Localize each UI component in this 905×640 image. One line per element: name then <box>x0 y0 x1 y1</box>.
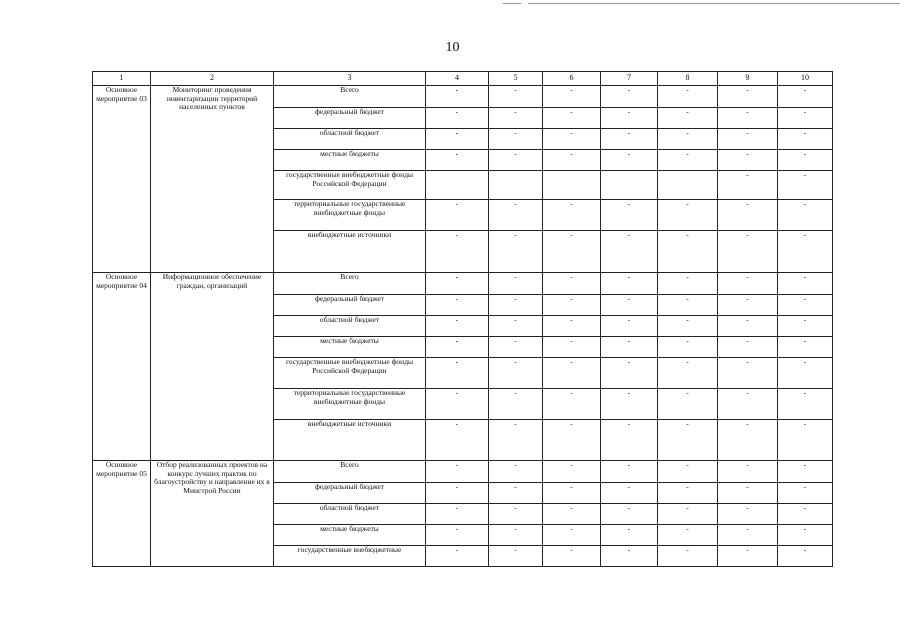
value-cell: - <box>601 546 658 567</box>
value-cell: - <box>489 150 543 171</box>
value-cell: - <box>778 295 833 316</box>
value-cell: - <box>778 316 833 337</box>
value-cell: - <box>658 461 718 483</box>
value-cell <box>658 171 718 200</box>
value-cell <box>489 171 543 200</box>
value-cell: - <box>489 525 543 546</box>
funding-table <box>92 71 833 567</box>
value-cell: - <box>718 171 778 200</box>
value-cell: - <box>601 389 658 420</box>
value-cell: - <box>489 420 543 461</box>
value-cell: - <box>601 337 658 358</box>
event-code: Основное мероприятие 05 <box>93 461 151 567</box>
value-cell: - <box>543 295 601 316</box>
value-cell: - <box>543 231 601 273</box>
table-row <box>93 273 833 295</box>
value-cell: - <box>718 200 778 231</box>
value-cell: - <box>601 525 658 546</box>
value-cell: - <box>601 231 658 273</box>
value-cell: - <box>718 337 778 358</box>
value-cell: - <box>489 273 543 295</box>
value-cell: - <box>489 461 543 483</box>
column-header: 7 <box>601 72 658 86</box>
value-cell: - <box>658 200 718 231</box>
value-cell: - <box>601 129 658 150</box>
value-cell: - <box>489 295 543 316</box>
funding-source: областной бюджет <box>274 129 426 150</box>
value-cell: - <box>543 129 601 150</box>
value-cell: - <box>489 316 543 337</box>
value-cell: - <box>426 461 489 483</box>
value-cell: - <box>426 525 489 546</box>
event-code: Основное мероприятие 04 <box>93 273 151 461</box>
value-cell: - <box>601 200 658 231</box>
column-header: 10 <box>778 72 833 86</box>
value-cell: - <box>718 483 778 504</box>
value-cell: - <box>543 504 601 525</box>
value-cell: - <box>778 358 833 389</box>
value-cell: - <box>658 358 718 389</box>
value-cell: - <box>601 358 658 389</box>
value-cell <box>601 171 658 200</box>
funding-source: областной бюджет <box>274 316 426 337</box>
value-cell: - <box>543 108 601 129</box>
event-name: Отбор реализованных проектов на конкурс лучших практик по благоустройству и направление их в Минстрой России <box>151 461 274 567</box>
column-header: 9 <box>718 72 778 86</box>
value-cell: - <box>658 546 718 567</box>
value-cell: - <box>426 129 489 150</box>
value-cell: - <box>601 150 658 171</box>
value-cell: - <box>778 483 833 504</box>
value-cell: - <box>426 389 489 420</box>
value-cell: - <box>543 461 601 483</box>
value-cell: - <box>778 525 833 546</box>
value-cell: - <box>543 420 601 461</box>
value-cell: - <box>718 389 778 420</box>
value-cell: - <box>489 389 543 420</box>
value-cell: - <box>658 483 718 504</box>
column-header: 5 <box>489 72 543 86</box>
value-cell: - <box>543 525 601 546</box>
value-cell: - <box>718 129 778 150</box>
value-cell: - <box>489 86 543 108</box>
column-header: 6 <box>543 72 601 86</box>
value-cell: - <box>778 129 833 150</box>
value-cell: - <box>489 546 543 567</box>
value-cell: - <box>426 200 489 231</box>
value-cell: - <box>778 200 833 231</box>
funding-source: федеральный бюджет <box>274 108 426 129</box>
value-cell: - <box>718 546 778 567</box>
value-cell: - <box>658 504 718 525</box>
value-cell: - <box>718 150 778 171</box>
column-header: 1 <box>93 72 151 86</box>
value-cell: - <box>601 316 658 337</box>
value-cell: - <box>778 461 833 483</box>
value-cell: - <box>601 420 658 461</box>
value-cell: - <box>658 273 718 295</box>
value-cell: - <box>778 389 833 420</box>
funding-source: государственные внебюджетные <box>274 546 426 567</box>
value-cell: - <box>426 483 489 504</box>
value-cell: - <box>658 389 718 420</box>
value-cell: - <box>543 546 601 567</box>
header-row <box>93 72 833 86</box>
value-cell: - <box>718 108 778 129</box>
value-cell: - <box>718 86 778 108</box>
value-cell: - <box>426 504 489 525</box>
value-cell: - <box>601 461 658 483</box>
event-name: Информационное обеспечение граждан, организаций <box>151 273 274 461</box>
value-cell: - <box>426 337 489 358</box>
value-cell: - <box>543 273 601 295</box>
value-cell: - <box>489 108 543 129</box>
funding-source: Всего <box>274 273 426 295</box>
value-cell: - <box>426 86 489 108</box>
table-row <box>93 461 833 483</box>
funding-source: Всего <box>274 86 426 108</box>
value-cell: - <box>778 231 833 273</box>
funding-source: местные бюджеты <box>274 337 426 358</box>
value-cell: - <box>543 86 601 108</box>
value-cell: - <box>489 231 543 273</box>
value-cell: - <box>778 504 833 525</box>
funding-source: внебюджетные источники <box>274 420 426 461</box>
value-cell: - <box>489 504 543 525</box>
value-cell: - <box>718 316 778 337</box>
value-cell: - <box>601 295 658 316</box>
value-cell: - <box>543 389 601 420</box>
event-name: Мониторинг проведения инвентаризации территорий населенных пунктов <box>151 86 274 273</box>
value-cell: - <box>718 295 778 316</box>
value-cell: - <box>543 150 601 171</box>
value-cell: - <box>601 504 658 525</box>
value-cell: - <box>778 150 833 171</box>
value-cell <box>426 171 489 200</box>
funding-source: местные бюджеты <box>274 525 426 546</box>
value-cell <box>543 171 601 200</box>
value-cell: - <box>489 337 543 358</box>
value-cell: - <box>658 86 718 108</box>
value-cell: - <box>778 546 833 567</box>
value-cell: - <box>778 171 833 200</box>
value-cell: - <box>426 150 489 171</box>
value-cell: - <box>543 200 601 231</box>
funding-source: территориальные государственные внебюджетные фонды <box>274 200 426 231</box>
value-cell: - <box>778 273 833 295</box>
value-cell: - <box>718 231 778 273</box>
value-cell: - <box>426 420 489 461</box>
funding-source: внебюджетные источники <box>274 231 426 273</box>
value-cell: - <box>718 461 778 483</box>
value-cell: - <box>658 295 718 316</box>
top-rule-short <box>503 3 521 4</box>
value-cell: - <box>543 358 601 389</box>
value-cell: - <box>543 316 601 337</box>
value-cell: - <box>778 108 833 129</box>
funding-source: государственные внебюджетные фонды Российской Федерации <box>274 171 426 200</box>
value-cell: - <box>426 546 489 567</box>
event-code: Основное мероприятие 03 <box>93 86 151 273</box>
value-cell: - <box>658 108 718 129</box>
value-cell: - <box>489 358 543 389</box>
value-cell: - <box>426 358 489 389</box>
value-cell: - <box>543 483 601 504</box>
value-cell: - <box>658 525 718 546</box>
value-cell: - <box>489 200 543 231</box>
value-cell: - <box>718 420 778 461</box>
column-header: 4 <box>426 72 489 86</box>
value-cell: - <box>426 108 489 129</box>
value-cell: - <box>426 316 489 337</box>
value-cell: - <box>489 483 543 504</box>
funding-source: Всего <box>274 461 426 483</box>
value-cell: - <box>426 231 489 273</box>
value-cell: - <box>601 273 658 295</box>
value-cell: - <box>601 86 658 108</box>
funding-source: государственные внебюджетные фонды Российской Федерации <box>274 358 426 389</box>
value-cell: - <box>658 420 718 461</box>
value-cell: - <box>658 316 718 337</box>
value-cell: - <box>601 483 658 504</box>
value-cell: - <box>658 231 718 273</box>
value-cell: - <box>426 295 489 316</box>
top-rule-long <box>528 3 900 4</box>
table-row <box>93 86 833 108</box>
value-cell: - <box>489 129 543 150</box>
value-cell: - <box>778 420 833 461</box>
value-cell: - <box>543 337 601 358</box>
column-header: 3 <box>274 72 426 86</box>
value-cell: - <box>718 358 778 389</box>
column-header: 2 <box>151 72 274 86</box>
value-cell: - <box>658 337 718 358</box>
funding-source: федеральный бюджет <box>274 295 426 316</box>
value-cell: - <box>778 86 833 108</box>
value-cell: - <box>718 273 778 295</box>
funding-source: местные бюджеты <box>274 150 426 171</box>
value-cell: - <box>658 150 718 171</box>
page-number: 10 <box>445 40 460 55</box>
value-cell: - <box>718 525 778 546</box>
value-cell: - <box>718 504 778 525</box>
value-cell: - <box>778 337 833 358</box>
funding-source: федеральный бюджет <box>274 483 426 504</box>
funding-source: территориальные государственные внебюджетные фонды <box>274 389 426 420</box>
value-cell: - <box>601 108 658 129</box>
funding-source: областной бюджет <box>274 504 426 525</box>
value-cell: - <box>426 273 489 295</box>
column-header: 8 <box>658 72 718 86</box>
value-cell: - <box>658 129 718 150</box>
